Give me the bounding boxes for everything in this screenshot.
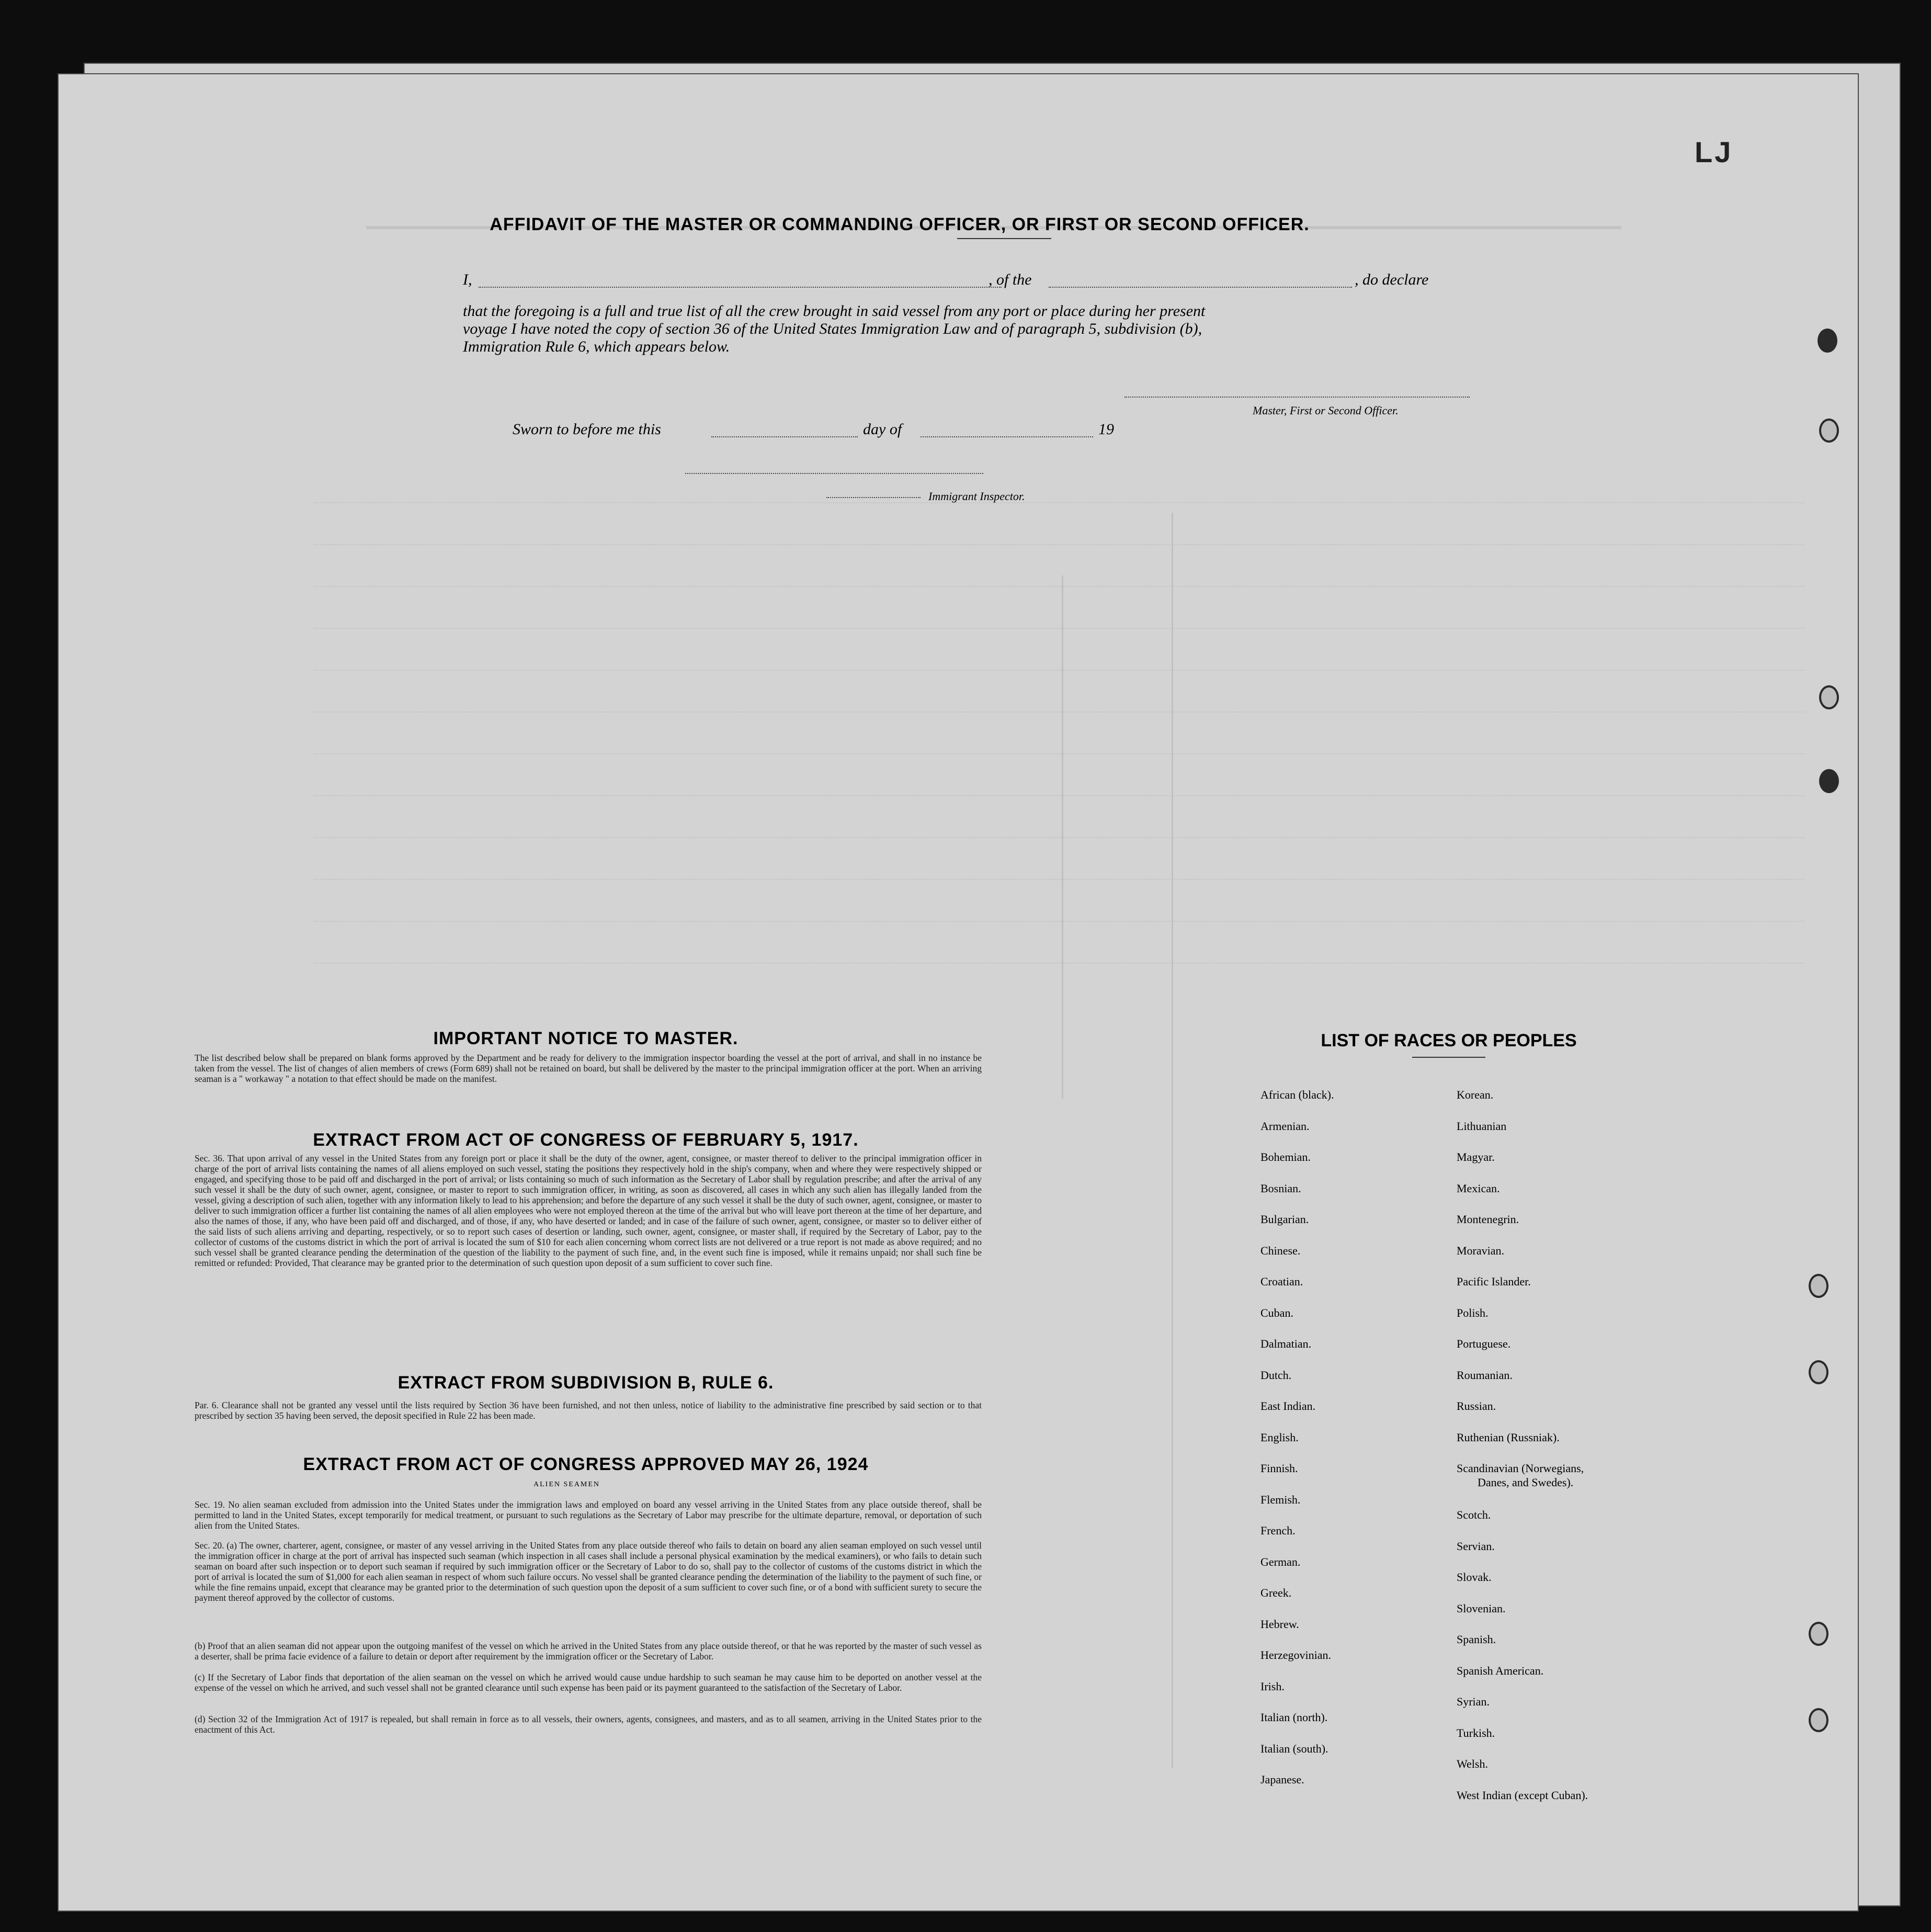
manifest-back-page bbox=[58, 73, 1859, 1912]
extract-1924-sec20a: Sec. 20. (a) The owner, charterer, agent, consignee, or master of any vessel arriving in the United States from any place outside thereof who fails to detain on board any alien seaman employed on such vessel until the immigration officer in charge at the port of arrival has inspected such seaman (which inspection in all cases shall include a personal physical examination by the medical examiners), or who fails to detain such seaman on board after such inspection or to deport such seaman if required by such immigration officer or the Secretary of Labor to do so, shall pay to the collector of customs of the customs district in which the port of arrival is located the sum of $1,000 for each alien seaman in respect of whom such failure occurs. No vessel shall be granted clearance pending the determination of the liability to the payment of such fine, or while the fine remains unpaid, except that clearance may be granted prior to the determination of such question upon the deposit of a sum sufficient to cover such fine, or of a bond with sufficient surety to secure the payment thereof approved by the collector of customs. bbox=[195, 1540, 982, 1603]
extract-1924-sec20c: (c) If the Secretary of Labor finds that deportation of the alien seaman on the vessel on which he arrived would cause undue hardship to such seaman he may cause him to be deported on another vessel at the expense of the vessel on which he arrived, and such vessel shall not be granted clearance until such expense has been paid or its payment guaranteed to the satisfaction of the Secretary of Labor. bbox=[195, 1672, 982, 1693]
race-item: Italian (south). bbox=[1260, 1742, 1328, 1755]
race-item: Armenian. bbox=[1260, 1119, 1310, 1133]
ghost-column-line bbox=[1172, 513, 1173, 1768]
affidavit-line-3: voyage I have noted the copy of section 36 of the United States Immigration Law and of paragraph 5, subdivision (b), bbox=[463, 320, 1202, 337]
race-item: Magyar. bbox=[1457, 1150, 1495, 1163]
race-item: Dutch. bbox=[1260, 1368, 1292, 1382]
ghost-row bbox=[314, 586, 1804, 587]
race-item: Portuguese. bbox=[1457, 1337, 1511, 1350]
race-item: Ruthenian (Russniak). bbox=[1457, 1430, 1560, 1444]
affidavit-line-4: Immigration Rule 6, which appears below. bbox=[463, 338, 730, 355]
binder-hole bbox=[1809, 1622, 1828, 1646]
race-item: Spanish. bbox=[1457, 1633, 1496, 1646]
race-item: Welsh. bbox=[1457, 1757, 1488, 1770]
ghost-row bbox=[314, 963, 1804, 964]
sworn-text: Sworn to before me this bbox=[513, 421, 661, 438]
extract-rule6-body: Par. 6. Clearance shall not be granted any vessel until the lists required by Section 36 have been furnished, and not then unless, notice of liability to the administrative fine prescribed by said section or to that prescribed by section 35 having been served, the deposit specified in Rule 22 has been made. bbox=[195, 1400, 982, 1421]
binder-hole bbox=[1809, 1360, 1828, 1384]
races-title-underline bbox=[1412, 1057, 1485, 1058]
race-item: Russian. bbox=[1457, 1399, 1496, 1413]
binder-hole bbox=[1819, 769, 1839, 793]
title-underline bbox=[957, 238, 1051, 239]
race-item: Korean. bbox=[1457, 1088, 1494, 1101]
inspector-lead-blank bbox=[826, 497, 921, 498]
race-item: French. bbox=[1260, 1524, 1296, 1537]
ghost-row bbox=[314, 837, 1804, 838]
vessel-blank bbox=[1049, 287, 1352, 288]
race-item: Dalmatian. bbox=[1260, 1337, 1312, 1350]
extract-rule6-title: EXTRACT FROM SUBDIVISION B, RULE 6. bbox=[397, 1373, 774, 1393]
ghost-row bbox=[314, 502, 1804, 503]
race-item: Slovenian. bbox=[1457, 1601, 1506, 1615]
race-item: Croatian. bbox=[1260, 1275, 1303, 1288]
race-item: Finnish. bbox=[1260, 1462, 1298, 1475]
ghost-row bbox=[314, 879, 1804, 880]
ghost-row bbox=[314, 628, 1804, 629]
affidavit-line-2: that the foregoing is a full and true list of all the crew brought in said vessel from any port or place during her present bbox=[463, 302, 1206, 320]
race-item: Irish. bbox=[1260, 1679, 1285, 1693]
race-item: West Indian (except Cuban). bbox=[1457, 1788, 1588, 1802]
race-item: African (black). bbox=[1260, 1088, 1334, 1101]
binder-hole bbox=[1809, 1708, 1828, 1732]
binder-hole bbox=[1809, 1274, 1828, 1298]
extract-1917-body: Sec. 36. That upon arrival of any vessel in the United States from any foreign port or place it shall be the duty of the owner, agent, consignee, or master thereof to deliver to the principal immigration officer in charge of the port of arrival lists containing the names of all aliens employed on such vessel, stating the positions they respectively hold in the ship's company, when and where they were respectively shipped or engaged, and specifying those to be paid off and discharged in the port of arrival; or lists containing so much of such information as the Secretary of Labor shall by regulation prescribe; and after the arrival of any such vessel it shall be the duty of such owner, agent, consignee, or master to report to such immigration officer, in writing, as soon as discovered, all cases in which any such alien has illegally landed from the vessel, giving a description of such alien, together with any information likely to lead to his apprehension; and before the departure of any such vessel it shall be the duty of such owner, agent, consignee, or master to deliver to such immigration officer a further list containing the names of all alien employees who were not employed thereon at the time of the arrival but who will leave port thereon at the time of her departure, and also the names of those, if any, who have been paid off and discharged, and of those, if any, who have deserted or landed; and in case of the failure of such owner, agent, consignee, or master so to deliver either of the said lists of such aliens arriving and departing, respectively, or so to report such cases of desertion or landing, such owner, agent, consignee, or master shall, if required by the Secretary of Labor, pay to the collector of customs of the customs district in which the port of arrival is located the sum of $10 for each alien concerning whom correct lists are not delivered or a true report is not made as above required; and no such vessel shall be granted clearance pending the determination of the question of the liability to the payment of such fine, and, in the event such fine is imposed, while it remains unpaid; nor shall such fine be remitted or refunded: Provided, That clearance may be granted prior to the determination of such question upon deposit of a sum sufficient to cover such fine. bbox=[195, 1153, 982, 1268]
race-item: Italian (north). bbox=[1260, 1711, 1328, 1724]
race-item: English. bbox=[1260, 1430, 1299, 1444]
inspector-label: Immigrant Inspector. bbox=[928, 490, 1025, 503]
ghost-row bbox=[314, 711, 1804, 713]
race-item: Spanish American. bbox=[1457, 1664, 1544, 1677]
ghost-row bbox=[314, 544, 1804, 545]
race-item: Bulgarian. bbox=[1260, 1213, 1309, 1226]
race-item: Polish. bbox=[1457, 1306, 1489, 1319]
ghost-column-line bbox=[1062, 575, 1063, 1099]
race-item: Moravian. bbox=[1457, 1244, 1505, 1257]
race-item: Herzegovinian. bbox=[1260, 1648, 1331, 1662]
race-item: Roumanian. bbox=[1457, 1368, 1513, 1382]
race-item: German. bbox=[1260, 1555, 1301, 1568]
affidavit-title: AFFIDAVIT OF THE MASTER OR COMMANDING OFFICER, OR FIRST OR SECOND OFFICER. bbox=[490, 214, 1310, 234]
race-item: Flemish. bbox=[1260, 1493, 1301, 1506]
extract-1924-sec20d: (d) Section 32 of the Immigration Act of 1917 is repealed, but shall remain in force as to all vessels, their owners, agents, consignees, and masters, and as to all seamen, arriving in the United States prior to the enactment of this Act. bbox=[195, 1714, 982, 1735]
binder-hole bbox=[1818, 329, 1837, 353]
race-item: Bosnian. bbox=[1260, 1181, 1301, 1195]
ghost-row bbox=[314, 921, 1804, 922]
ghost-row bbox=[314, 753, 1804, 754]
ghost-row bbox=[314, 670, 1804, 671]
sworn-year: 19 bbox=[1098, 421, 1114, 438]
race-item: Servian. bbox=[1457, 1539, 1495, 1553]
race-item: Montenegrin. bbox=[1457, 1213, 1519, 1226]
signature-blank bbox=[1124, 397, 1470, 398]
race-item: Lithuanian bbox=[1457, 1119, 1507, 1133]
race-item: Cuban. bbox=[1260, 1306, 1293, 1319]
race-item: Mexican. bbox=[1457, 1181, 1500, 1195]
race-item: Scotch. bbox=[1457, 1508, 1491, 1521]
ghost-row bbox=[314, 795, 1804, 796]
sworn-day-blank bbox=[711, 436, 858, 437]
race-item: East Indian. bbox=[1260, 1399, 1316, 1413]
race-item: Turkish. bbox=[1457, 1726, 1495, 1739]
extract-1924-subtitle: ALIEN SEAMEN bbox=[533, 1481, 600, 1488]
signature-label: Master, First or Second Officer. bbox=[1253, 404, 1399, 417]
extract-1917-title: EXTRACT FROM ACT OF CONGRESS OF FEBRUARY 5, 1917. bbox=[313, 1130, 859, 1150]
race-item: Japanese. bbox=[1260, 1773, 1304, 1786]
race-item: Danes, and Swedes). bbox=[1478, 1476, 1574, 1489]
binder-hole bbox=[1819, 685, 1839, 709]
name-blank bbox=[479, 287, 1002, 288]
race-item: Bohemian. bbox=[1260, 1150, 1311, 1163]
race-item: Syrian. bbox=[1457, 1695, 1490, 1708]
affidavit-declare: , do declare bbox=[1355, 271, 1429, 288]
race-item: Scandinavian (Norwegians, bbox=[1457, 1462, 1584, 1475]
binder-hole bbox=[1819, 419, 1839, 443]
affidavit-i: I, bbox=[463, 271, 472, 288]
notice-title: IMPORTANT NOTICE TO MASTER. bbox=[433, 1029, 739, 1048]
corner-page-mark: LJ bbox=[1695, 135, 1733, 168]
race-item: Slovak. bbox=[1457, 1571, 1492, 1584]
race-item: Hebrew. bbox=[1260, 1617, 1299, 1631]
race-item: Chinese. bbox=[1260, 1244, 1301, 1257]
sworn-month-blank bbox=[921, 436, 1093, 437]
affidavit-of-the: , of the bbox=[989, 271, 1032, 288]
extract-1924-sec20b: (b) Proof that an alien seaman did not appear upon the outgoing manifest of the vessel on which he arrived in the United States from any place outside thereof, or that he was reported by the master of such vessel as a deserter, shall be prima facie evidence of a failure to detain or deport after requirement by the immigration officer or the Secretary of Labor. bbox=[195, 1641, 982, 1662]
race-item: Greek. bbox=[1260, 1586, 1292, 1599]
races-title: LIST OF RACES OR PEOPLES bbox=[1321, 1031, 1577, 1050]
notice-body: The list described below shall be prepared on blank forms approved by the Department and be ready for delivery to the immigration inspector boarding the vessel at the port of arrival, and shall in no instance be taken from the vessel. The list of changes of alien members of crews (Form 689) shall not be retained on board, but shall be delivered by the master to the principal immigration officer at the port. When an arriving seaman is a " workaway " a notation to that effect should be made on the manifest. bbox=[195, 1053, 982, 1084]
inspector-signature-blank bbox=[685, 473, 983, 474]
sworn-day-of: day of bbox=[863, 421, 902, 438]
extract-1924-sec19: Sec. 19. No alien seaman excluded from admission into the United States under the immigration laws and employed on board any vessel arriving in the United States from any place outside thereof, shall be permitted to land in the United States, except temporarily for medical treatment, or pursuant to such regulations as the Secretary of Labor may prescribe for the ultimate departure, removal, or deportation of such alien from the United States. bbox=[195, 1499, 982, 1531]
race-item: Pacific Islander. bbox=[1457, 1275, 1531, 1288]
extract-1924-title: EXTRACT FROM ACT OF CONGRESS APPROVED MAY 26, 1924 bbox=[303, 1454, 869, 1474]
